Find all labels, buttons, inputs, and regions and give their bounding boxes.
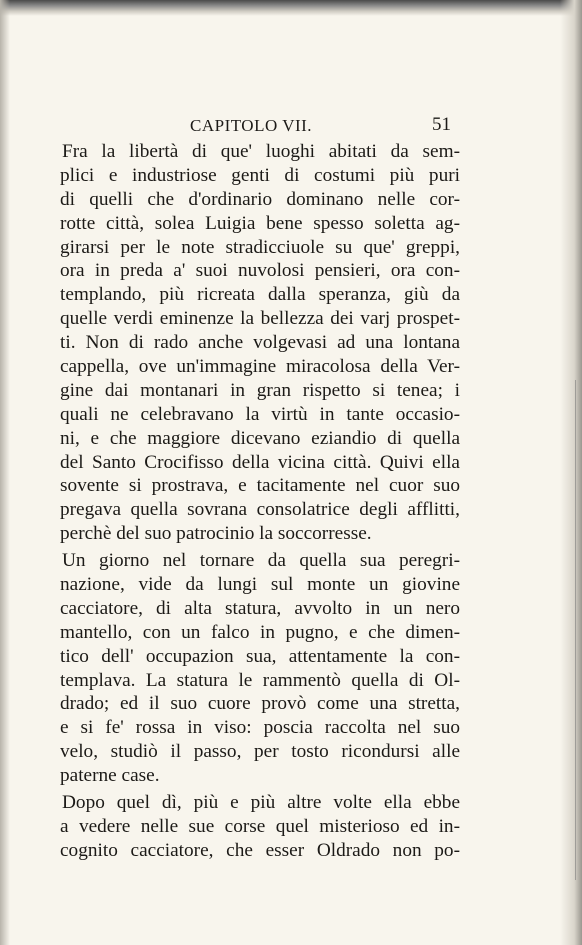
text-line: rotte città, solea Luigia bene spesso soletta ag- xyxy=(60,212,460,234)
text-line: ti. Non di rado anche volgevasi ad una lontana xyxy=(60,332,460,354)
paragraph-2 xyxy=(60,549,460,788)
text-line: paterne case. xyxy=(60,765,160,787)
text-line: Dopo quel dì, più e più altre volte ella ebbe xyxy=(62,792,460,814)
text-line: velo, studiò il passo, per tosto ricondursi alle xyxy=(60,741,460,763)
text-line: a vedere nelle sue corse quel misterioso ed in- xyxy=(60,815,460,837)
text-line: gine dai montanari in gran rispetto si tenea; i xyxy=(60,379,460,401)
text-line: templava. La statura le rammentò quella di Ol- xyxy=(60,669,460,691)
page-left-edge-shadow xyxy=(0,0,10,945)
text-line: di quelli che d'ordinario dominano nelle cor- xyxy=(60,188,460,210)
page-top-edge-shadow xyxy=(0,0,582,16)
text-line: sovente si prostrava, e tacitamente nel cuor suo xyxy=(60,475,460,497)
text-line: nazione, vide da lungi sul monte un giovine xyxy=(60,574,460,596)
text-line: cognito cacciatore, che esser Oldrado non po- xyxy=(60,839,460,861)
chapter-title: CAPITOLO VII. xyxy=(190,116,313,135)
text-line: mantello, con un falco in pugno, e che dimen- xyxy=(60,621,460,643)
text-line: ni, e che maggiore dicevano eziandio di quella xyxy=(60,427,460,449)
text-line: plici e industriose genti di costumi più puri xyxy=(60,164,460,186)
text-line: cappella, ove un'immagine miracolosa della Ver- xyxy=(60,356,460,378)
text-line: perchè del suo patrocinio la soccorresse. xyxy=(60,523,372,545)
text-line: Un giorno nel tornare da quella sua peregri- xyxy=(62,550,460,572)
text-line: drado; ed il suo cuore provò come una stretta, xyxy=(60,693,460,715)
page-right-edge-shadow xyxy=(560,0,582,945)
text-line: ora in preda a' suoi nuvolosi pensieri, ora con- xyxy=(60,260,460,282)
text-line: cacciatore, di alta statura, avvolto in un nero xyxy=(60,597,460,619)
running-header xyxy=(60,116,460,140)
paragraph-3 xyxy=(60,791,460,863)
text-line: del Santo Crocifisso della vicina città. Quivi ella xyxy=(60,451,460,473)
text-line: e si fe' rossa in viso: poscia raccolta nel suo xyxy=(60,717,460,739)
text-line: quelle verdi eminenze la bellezza dei varj prospet- xyxy=(60,308,460,330)
page-number: 51 xyxy=(432,114,451,135)
page-binding-line xyxy=(575,380,576,880)
text-line: pregava quella sovrana consolatrice degli afflitti, xyxy=(60,499,460,521)
text-line: girarsi per le note stradicciuole su que' greppi, xyxy=(60,236,460,258)
paragraph-1 xyxy=(60,140,460,546)
text-line: Fra la libertà di que' luoghi abitati da sem- xyxy=(62,141,460,162)
text-line: tico dell' occupazion sua, attentamente la con- xyxy=(60,645,460,667)
text-line: quali ne celebravano la virtù in tante occasio- xyxy=(60,403,460,425)
body-text xyxy=(60,140,460,863)
text-line: templando, più ricreata dalla speranza, giù da xyxy=(60,284,460,306)
